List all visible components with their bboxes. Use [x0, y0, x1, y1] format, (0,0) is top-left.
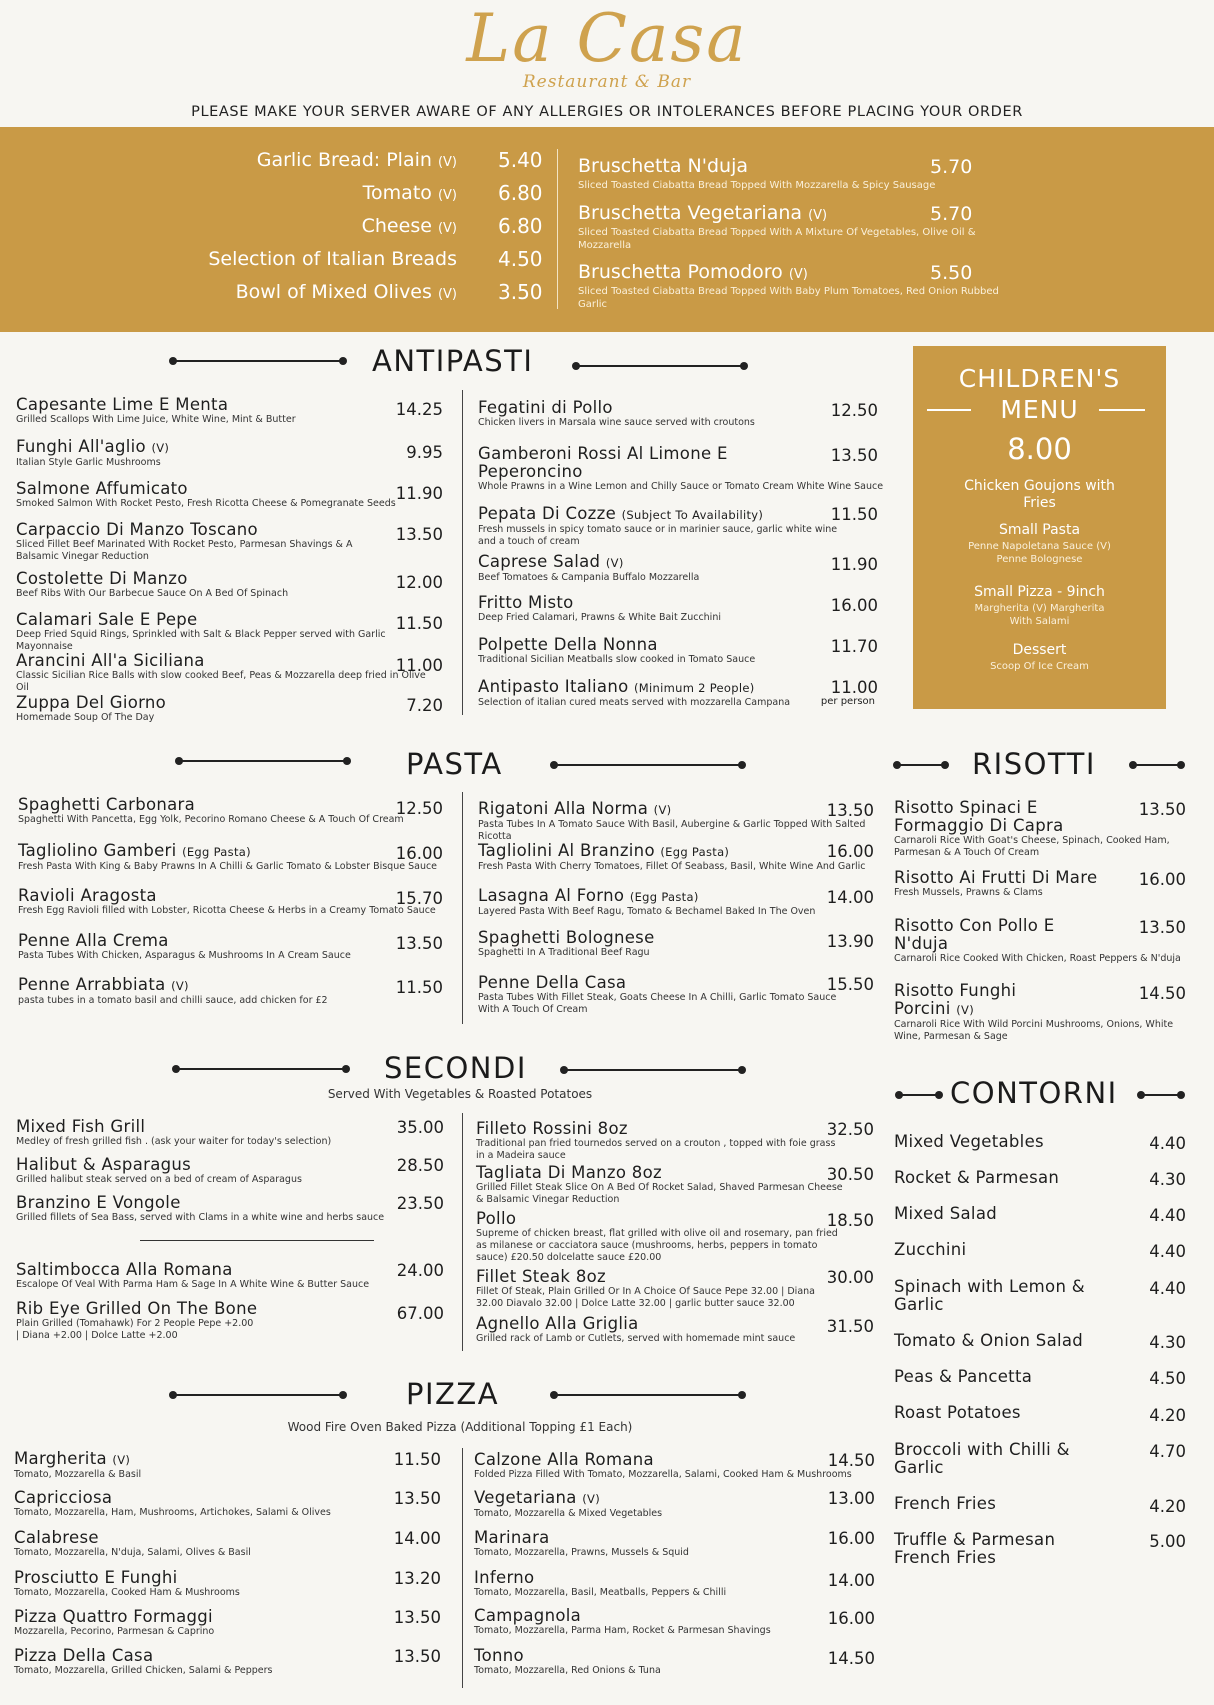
starter-item: Cheese (V): [361, 215, 457, 237]
kids-rule: [927, 409, 971, 411]
pizza-item: Inferno Tomato, Mozzarella, Basil, Meatballs, Peppers & Chilli: [474, 1568, 727, 1598]
starter-item: Bowl of Mixed Olives (V): [235, 281, 457, 303]
pizza-note: Wood Fire Oven Baked Pizza (Additional Topping £1 Each): [287, 1420, 633, 1434]
short-divider: [140, 1240, 374, 1241]
menu-item: Penne Alla Crema Pasta Tubes With Chicken, Asparagus & Mushrooms In A Cream Sauce: [18, 931, 351, 961]
menu-item: Rigatoni Alla Norma (V) Pasta Tubes In A Tomato Sauce With Basil, Aubergine & Garlic Topped With Salted Ricotta: [478, 799, 866, 842]
menu-item: Capesante Lime E Menta Grilled Scallops With Lime Juice, White Wine, Mint & Butter: [16, 395, 296, 425]
starter-price: 6.80: [498, 214, 543, 238]
pizza-item: Vegetariana (V) Tomato, Mozzarella & Mixed Vegetables: [474, 1488, 663, 1519]
contorni-item: Truffle & Parmesan French Fries: [894, 1530, 1056, 1567]
item-price: 30.00: [826, 1268, 874, 1287]
secondi-note: Served With Vegetables & Roasted Potatoes: [327, 1087, 593, 1101]
item-price: 13.50: [395, 525, 443, 544]
item-price: 14.00: [826, 888, 874, 907]
section-rule: [898, 1094, 940, 1096]
item-price: 13.50: [826, 801, 874, 820]
pizza-item: Marinara Tomato, Mozzarella, Prawns, Mussels & Squid: [474, 1528, 689, 1558]
bruschetta-name: Bruschetta Vegetariana (V): [578, 202, 828, 224]
section-rule: [172, 1394, 344, 1396]
item-price: 23.50: [396, 1194, 444, 1213]
menu-item: Tagliolino Gamberi (Egg Pasta) Fresh Pasta With King & Baby Prawns In A Chilli & Garlic Tomato & Lobster Bisque Sauce: [18, 841, 438, 872]
pizza-item: Tonno Tomato, Mozzarella, Red Onions & Tuna: [474, 1646, 661, 1676]
item-price: 11.50: [830, 505, 878, 524]
item-price: 28.50: [396, 1156, 444, 1175]
item-price: 13.50: [393, 1647, 441, 1666]
bruschetta-desc: Sliced Toasted Ciabatta Bread Topped With Mozzarella & Spicy Sausage: [578, 180, 936, 191]
section-rule: [553, 764, 743, 766]
item-price: 14.25: [395, 400, 443, 419]
menu-item: Tagliata Di Manzo 8oz Grilled Fillet Steak Slice On A Bed Of Rocket Salad, Shaved Parmesan Cheese & Balsamic Vinegar Reduction: [476, 1163, 843, 1205]
item-price: 13.50: [393, 1608, 441, 1627]
item-price: 12.50: [395, 799, 443, 818]
menu-item: Zuppa Del Giorno Homemade Soup Of The Day: [16, 693, 167, 723]
menu-item: Pollo Supreme of chicken breast, flat grilled with olive oil and rosemary, pan fried as milanese or cacciatora sauce (mushrooms, herbs, peppers in tomato sauce) £20.50 dolcelatte sauce £20.00: [476, 1209, 838, 1263]
menu-item: Polpette Della Nonna Traditional Sicilian Meatballs slow cooked in Tomato Sauce: [478, 635, 756, 665]
item-price: 16.00: [827, 1609, 875, 1628]
risotto-item: Risotto Funghi Porcini (V) Carnaroli Rice With Wild Porcini Mushrooms, Onions, White Wine, Parmesan & Sage: [894, 981, 1174, 1042]
menu-item: Branzino E Vongole Grilled fillets of Sea Bass, served with Clams in a white wine and herbs sauce: [16, 1193, 385, 1223]
item-price: 13.00: [827, 1489, 875, 1508]
contorni-item: Mixed Vegetables: [894, 1132, 1044, 1151]
starter-item: Garlic Bread: Plain (V): [256, 149, 457, 171]
band-divider: [557, 149, 558, 309]
item-price: 67.00: [396, 1304, 444, 1323]
menu-item: Tagliolini Al Branzino (Egg Pasta) Fresh Pasta With Cherry Tomatoes, Fillet Of Seabass, Basil, White Wine And Garlic: [478, 841, 866, 872]
section-title-risotti: RISOTTI: [972, 747, 1096, 781]
pizza-item: Prosciutto E Funghi Tomato, Mozzarella, Cooked Ham & Mushrooms: [14, 1568, 240, 1598]
menu-item: Funghi All'aglio (V) Italian Style Garlic Mushrooms: [16, 437, 170, 468]
restaurant-subtitle: Restaurant & Bar: [522, 72, 692, 92]
column-divider: [462, 792, 463, 1024]
allergy-notice: PLEASE MAKE YOUR SERVER AWARE OF ANY ALLERGIES OR INTOLERANCES BEFORE PLACING YOUR ORDER: [191, 104, 1023, 120]
per-person-note: per person: [820, 696, 875, 707]
item-price: 11.90: [395, 484, 443, 503]
item-price: 14.00: [827, 1571, 875, 1590]
section-title-pizza: PIZZA: [406, 1377, 500, 1411]
kids-item: Small Pasta: [998, 522, 1081, 538]
kids-item-desc: Penne Napoletana Sauce (V) Penne Bolognese: [968, 541, 1111, 565]
item-price: 4.20: [1149, 1406, 1186, 1425]
contorni-item: Mixed Salad: [894, 1204, 998, 1223]
contorni-item: Broccoli with Chilli & Garlic: [894, 1440, 1070, 1477]
menu-item: Gamberoni Rossi Al Limone E Peperoncino Whole Prawns in a Wine Lemon and Chilly Sauce or Tomato Cream White Wine Sauce: [478, 444, 884, 492]
menu-item: Spaghetti Bolognese Spaghetti In A Traditional Beef Ragu: [478, 928, 655, 958]
section-rule: [1140, 1094, 1182, 1096]
item-price: 13.50: [830, 446, 878, 465]
risotto-item: Risotto Con Pollo E N'duja Carnaroli Rice Cooked With Chicken, Roast Peppers & N'duja: [894, 916, 1181, 964]
bruschetta-name: Bruschetta Pomodoro (V): [578, 261, 808, 283]
pizza-item: Margherita (V) Tomato, Mozzarella & Basil: [14, 1449, 142, 1480]
item-price: 11.50: [395, 614, 443, 633]
contorni-item: Spinach with Lemon & Garlic: [894, 1277, 1085, 1314]
menu-item: Saltimbocca Alla Romana Escalope Of Veal With Parma Ham & Sage In A White Wine & Butter Sauce: [16, 1260, 370, 1290]
pizza-item: Campagnola Tomato, Mozzarella, Parma Ham, Rocket & Parmesan Shavings: [474, 1606, 771, 1636]
item-price: 11.70: [830, 637, 878, 656]
item-price: 13.90: [826, 932, 874, 951]
menu-item: Arancini All'a Siciliana Classic Sicilian Rice Balls with slow cooked Beef, Peas & Mozzarella deep fried in Olive Oil: [16, 651, 426, 693]
item-price: 15.70: [395, 889, 443, 908]
bruschetta-desc: Sliced Toasted Ciabatta Bread Topped With Baby Plum Tomatoes, Red Onion Rubbed Garlic: [578, 286, 999, 310]
menu-item: Mixed Fish Grill Medley of fresh grilled fish . (ask your waiter for today's selection): [16, 1117, 332, 1147]
kids-item: Dessert: [1012, 642, 1067, 658]
contorni-item: Rocket & Parmesan: [894, 1168, 1060, 1187]
starter-price: 5.40: [498, 148, 543, 172]
item-price: 5.00: [1149, 1532, 1186, 1551]
item-price: 14.00: [393, 1529, 441, 1548]
item-price: 31.50: [826, 1317, 874, 1336]
pizza-item: Capricciosa Tomato, Mozzarella, Ham, Mushrooms, Artichokes, Salami & Olives: [14, 1488, 331, 1518]
item-price: 24.00: [396, 1261, 444, 1280]
starter-price: 4.50: [498, 247, 543, 271]
item-price: 4.40: [1149, 1134, 1186, 1153]
contorni-item: Peas & Pancetta: [894, 1367, 1033, 1386]
item-price: 18.50: [826, 1211, 874, 1230]
contorni-item: Roast Potatoes: [894, 1403, 1021, 1422]
risotto-item: Risotto Ai Frutti Di Mare Fresh Mussels, Prawns & Clams: [894, 868, 1098, 898]
bruschetta-price: 5.70: [930, 156, 973, 178]
item-price: 13.20: [393, 1569, 441, 1588]
item-price: 4.40: [1149, 1242, 1186, 1261]
menu-item: Antipasto Italiano (Minimum 2 People) Selection of italian cured meats served with mozzarella Campana: [478, 677, 791, 708]
item-price: 16.00: [826, 842, 874, 861]
item-price: 13.50: [1138, 918, 1186, 937]
menu-item: Salmone Affumicato Smoked Salmon With Rocket Pesto, Fresh Ricotta Cheese & Pomegranate Seeds: [16, 479, 396, 509]
menu-item: Fritto Misto Deep Fried Calamari, Prawns & White Bait Zucchini: [478, 593, 721, 623]
section-title-contorni: CONTORNI: [950, 1076, 1118, 1110]
menu-item: Fillet Steak 8oz Fillet Of Steak, Plain Grilled Or In A Choice Of Sauce Pepe 32.00 | Diana 32.00 Diavalo 32.00 | Dolce Latte 32.00 | garlic butter sauce 32.00: [476, 1267, 815, 1309]
item-price: 4.40: [1149, 1279, 1186, 1298]
starter-item: Tomato (V): [362, 182, 457, 204]
section-rule: [553, 1394, 743, 1396]
column-divider: [462, 1448, 463, 1688]
item-price: 11.50: [393, 1450, 441, 1469]
section-rule: [1132, 764, 1182, 766]
menu-item: Agnello Alla Griglia Grilled rack of Lamb or Cutlets, served with homemade mint sauce: [476, 1314, 796, 1344]
menu-item: Costolette Di Manzo Beef Ribs With Our Barbecue Sauce On A Bed Of Spinach: [16, 569, 289, 599]
column-divider: [462, 390, 463, 715]
bruschetta-price: 5.50: [930, 262, 973, 284]
item-price: 14.50: [1138, 984, 1186, 1003]
item-price: 4.50: [1149, 1369, 1186, 1388]
item-price: 16.00: [827, 1529, 875, 1548]
section-title-pasta: PASTA: [406, 747, 503, 781]
menu-item: Pepata Di Cozze (Subject To Availability) Fresh mussels in spicy tomato sauce or in marinier sauce, garlic white wine and a touch of cream: [478, 504, 838, 547]
pizza-item: Calabrese Tomato, Mozzarella, N'duja, Salami, Olives & Basil: [14, 1528, 251, 1558]
item-price: 13.50: [395, 934, 443, 953]
menu-item: Carpaccio Di Manzo Toscano Sliced Fillet Beef Marinated With Rocket Pesto, Parmesan Shavings & A Balsamic Vinegar Reduction: [16, 520, 353, 562]
item-price: 4.20: [1149, 1497, 1186, 1516]
menu-item: Filleto Rossini 8oz Traditional pan fried tournedos served on a crouton , topped with foie grass in a Madeira sauce: [476, 1119, 836, 1161]
section-rule: [575, 365, 745, 367]
menu-item: Penne Arrabbiata (V) pasta tubes in a tomato basil and chilli sauce, add chicken for £2: [18, 975, 328, 1006]
section-rule: [172, 360, 344, 362]
starter-price: 3.50: [498, 280, 543, 304]
item-price: 4.40: [1149, 1206, 1186, 1225]
menu-item: Halibut & Asparagus Grilled halibut steak served on a bed of cream of Asparagus: [16, 1155, 302, 1185]
childrens-menu-price: 8.00: [1007, 432, 1072, 466]
item-price: 16.00: [830, 596, 878, 615]
bruschetta-name: Bruschetta N'duja: [578, 155, 749, 177]
item-price: 4.70: [1149, 1442, 1186, 1461]
item-price: 12.00: [395, 573, 443, 592]
starter-item: Selection of Italian Breads: [208, 248, 457, 270]
item-price: 11.00: [830, 678, 878, 697]
item-price: 15.50: [826, 975, 874, 994]
item-price: 11.00: [395, 656, 443, 675]
pizza-item: Pizza Quattro Formaggi Mozzarella, Pecorino, Parmesan & Caprino: [14, 1607, 215, 1637]
childrens-menu-title: MENU: [1000, 395, 1079, 424]
item-price: 16.00: [395, 844, 443, 863]
section-rule: [896, 764, 946, 766]
column-divider: [462, 1113, 463, 1351]
contorni-item: French Fries: [894, 1494, 997, 1513]
menu-item: Caprese Salad (V) Beef Tomatoes & Campania Buffalo Mozzarella: [478, 552, 700, 583]
section-rule: [563, 1069, 743, 1071]
section-rule: [175, 1068, 347, 1070]
item-price: 35.00: [396, 1118, 444, 1137]
item-price: 11.50: [395, 978, 443, 997]
item-price: 9.95: [406, 443, 443, 462]
kids-item: Small Pizza - 9inch: [974, 584, 1105, 600]
pizza-item: Pizza Della Casa Tomato, Mozzarella, Grilled Chicken, Salami & Peppers: [14, 1646, 273, 1676]
section-title-secondi: SECONDI: [384, 1051, 527, 1085]
item-price: 13.50: [1138, 800, 1186, 819]
pizza-item: Calzone Alla Romana Folded Pizza Filled With Tomato, Mozzarella, Salami, Cooked Ham & Mushrooms: [474, 1450, 852, 1480]
menu-item: Spaghetti Carbonara Spaghetti With Pancetta, Egg Yolk, Pecorino Romano Cheese & A Touch Of Cream: [18, 795, 404, 825]
section-rule: [178, 760, 348, 762]
bruschetta-price: 5.70: [930, 203, 973, 225]
item-price: 12.50: [830, 401, 878, 420]
item-price: 14.50: [827, 1451, 875, 1470]
starters-band: [0, 127, 1214, 332]
restaurant-logo: La Casa: [466, 0, 748, 77]
risotto-item: Risotto Spinaci E Formaggio Di Capra Carnaroli Rice With Goat's Cheese, Spinach, Cooked Ham, Parmesan & A Touch Of Cream: [894, 798, 1170, 858]
item-price: 30.50: [826, 1165, 874, 1184]
childrens-menu-title: CHILDREN'S: [958, 364, 1121, 393]
contorni-item: Tomato & Onion Salad: [894, 1331, 1084, 1350]
item-price: 16.00: [1138, 870, 1186, 889]
menu-item: Ravioli Aragosta Fresh Egg Ravioli filled with Lobster, Ricotta Cheese & Herbs in a Creamy Tomato Sauce: [18, 886, 436, 916]
item-price: 4.30: [1149, 1170, 1186, 1189]
menu-item: Rib Eye Grilled On The Bone Plain Grilled (Tomahawk) For 2 People Pepe +2.00 | Diana +2.00 | Dolce Latte +2.00: [16, 1299, 258, 1341]
item-price: 7.20: [406, 696, 443, 715]
item-price: 14.50: [827, 1649, 875, 1668]
menu-item: Penne Della Casa Pasta Tubes With Fillet Steak, Goats Cheese In A Chilli, Garlic Tomato Sauce With A Touch Of Cream: [478, 973, 837, 1015]
kids-item-desc: Margherita (V) Margherita With Salami: [974, 603, 1105, 627]
bruschetta-desc: Sliced Toasted Ciabatta Bread Topped With A Mixture Of Vegetables, Olive Oil & Mozzarella: [578, 227, 976, 251]
kids-item: Chicken Goujons with Fries: [964, 478, 1115, 511]
menu-item: Lasagna Al Forno (Egg Pasta) Layered Pasta With Beef Ragu, Tomato & Bechamel Baked In The Oven: [478, 886, 816, 917]
kids-rule: [1099, 409, 1145, 411]
section-title-antipasti: ANTIPASTI: [372, 344, 534, 378]
item-price: 4.30: [1149, 1333, 1186, 1352]
item-price: 13.50: [393, 1489, 441, 1508]
kids-item-desc: Scoop Of Ice Cream: [990, 661, 1089, 672]
menu-item: Fegatini di Pollo Chicken livers in Marsala wine sauce served with croutons: [478, 398, 755, 428]
contorni-item: Zucchini: [894, 1240, 967, 1259]
starter-price: 6.80: [498, 181, 543, 205]
childrens-menu: [913, 346, 1166, 709]
item-price: 32.50: [826, 1120, 874, 1139]
menu-item: Calamari Sale E Pepe Deep Fried Squid Rings, Sprinkled with Salt & Black Pepper served with Garlic Mayonnaise: [16, 610, 386, 652]
item-price: 11.90: [830, 555, 878, 574]
